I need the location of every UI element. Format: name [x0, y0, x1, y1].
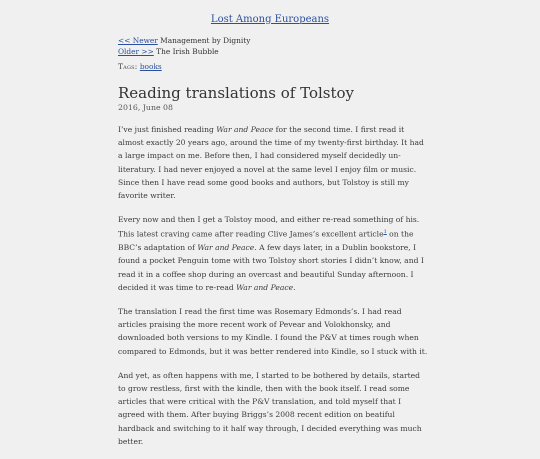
- footnote-link[interactable]: 1: [383, 229, 387, 236]
- paragraph-1: I’ve just finished reading War and Peace for the second time. I first read it almost exactly 20 years ago, around the time of my twenty-first birthday. It had a large impact on me. Before then, I had considered myself decidedly un-literatury. I had never enjoyed a novel at the same level I enjoy film or music. Since then I have read some good books and authors, but Tolstoy is still my favorite writer.: [118, 125, 424, 201]
- book-title-italic: War and Peace: [197, 243, 255, 253]
- tag-link-books[interactable]: books: [139, 62, 162, 71]
- tags-row: [118, 62, 430, 71]
- older-post-title: The Irish Bubble: [156, 47, 219, 56]
- tags-label: Tags:: [118, 62, 138, 71]
- nav-newer-row: [118, 35, 430, 46]
- paragraph-4: And yet, as often happens with me, I started to be bothered by details, started to grow restless, first with the kindle, then with the book itself. I read some articles that were critical with the P&V translation, and told myself that I agreed with them. After buying Briggs’s 2008 recent edition on beatiful hardback and switching to it half way through, I decided everything was much better.: [118, 370, 422, 446]
- book-title-italic: War and Peace: [236, 282, 294, 292]
- post-title: Reading translations of Tolstoy: [118, 84, 355, 102]
- post-body: [118, 123, 430, 459]
- nav-older-row: [118, 46, 430, 57]
- newer-post-title: Management by Dignity: [160, 36, 251, 45]
- site-title-link[interactable]: Lost Among Europeans: [210, 14, 330, 25]
- paragraph-2: Every now and then I get a Tolstoy mood, and either re-read something of his. This latest craving came after reading Clive James’s excellent article$^1$ on the BBC’s adaptation of War and Peace. A few days later, in a Dublin bookstore, I found a pocket Penguin tome with two Tolstoy short stories I didn’t know, and I read it in a coffee shop during an overcast and beautiful Sunday afternoon. I decided it was time to re-read War and Peace.: [118, 215, 424, 292]
- older-post-link[interactable]: Older >>: [118, 47, 154, 56]
- post-navigation: [118, 35, 430, 57]
- book-title-italic: War and Peace: [216, 125, 274, 134]
- paragraph-3: The translation I read the first time was Rosemary Edmonds’s. I had read articles praising the more recent work of Pevear and Volokhonsky, and downloaded both versions to my Kindle. I found the P&V at times rough when compared to Edmonds, but it was better rendered into Kindle, so I stuck with it.: [118, 306, 428, 356]
- newer-post-link[interactable]: << Newer: [118, 36, 158, 45]
- post-date: 2016, June 08: [118, 103, 173, 112]
